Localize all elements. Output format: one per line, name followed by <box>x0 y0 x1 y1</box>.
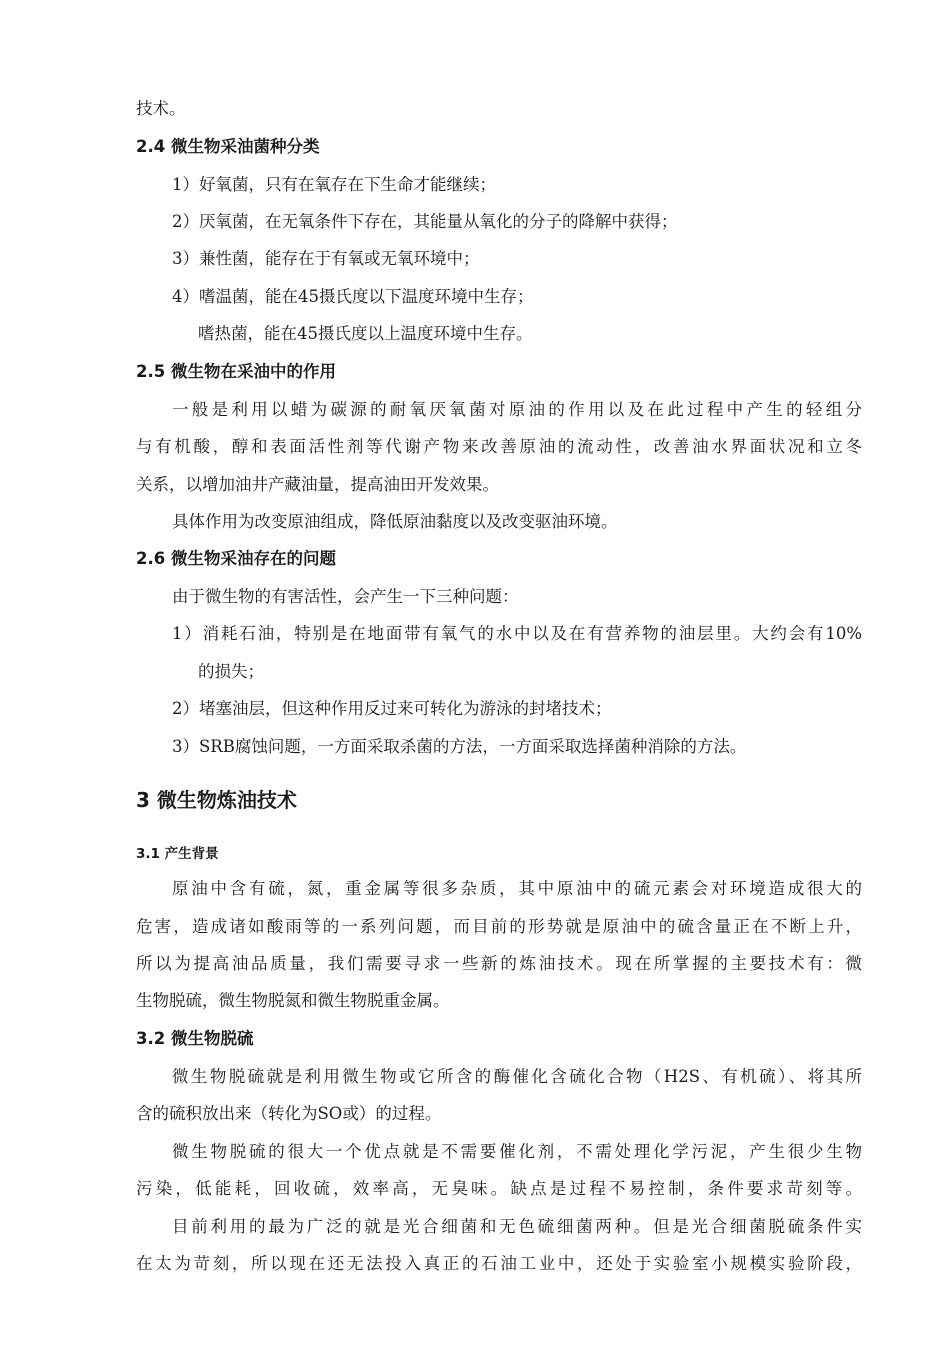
list-item: 4）嗜温菌，能在45摄氏度以下温度环境中生存； <box>172 287 534 306</box>
list-item: 3）兼性菌，能存在于有氧或无氧环境中； <box>172 249 480 268</box>
paragraph-line: 一般是利用以蜡为碳源的耐氧厌氧菌对原油的作用以及在此过程中产生的轻组分 <box>172 400 862 419</box>
list-item: 1）消耗石油，特别是在地面带有氧气的水中以及在有营养物的油层里。大约会有10% <box>172 624 862 643</box>
paragraph-line: 危害，造成诸如酸雨等的一系列问题，而目前的形势就是原油中的硫含量正在不断上升， <box>136 917 862 936</box>
list-item-continuation: 的损失； <box>198 662 264 681</box>
paragraph-line: 微生物脱硫就是利用微生物或它所含的酶催化含硫化合物（H2S、有机硫）、将其所 <box>172 1067 862 1086</box>
paragraph-line: 具体作用为改变原油组成，降低原油黏度以及改变驱油环境。 <box>172 512 618 531</box>
section-heading-3-2: 3.2 微生物脱硫 <box>136 1029 254 1048</box>
paragraph-line: 由于微生物的有害活性，会产生一下三种问题： <box>172 587 519 606</box>
paragraph-line: 污染，低能耗，回收硫，效率高，无臭味。缺点是过程不易控制，条件要求苛刻等。 <box>136 1179 862 1198</box>
section-heading-2-6: 2.6 微生物采油存在的问题 <box>136 549 336 568</box>
section-heading-3-1: 3.1 产生背景 <box>136 846 219 862</box>
list-item-continuation: 嗜热菌，能在45摄氏度以上温度环境中生存。 <box>198 324 533 343</box>
list-item: 2）厌氧菌，在无氧条件下存在，其能量从氧化的分子的降解中获得； <box>172 212 678 231</box>
paragraph-line: 技术。 <box>136 99 186 118</box>
paragraph-line: 目前利用的最为广泛的就是光合细菌和无色硫细菌两种。但是光合细菌脱硫条件实 <box>172 1217 862 1236</box>
paragraph-line: 微生物脱硫的很大一个优点就是不需要催化剂，不需处理化学污泥，产生很少生物 <box>172 1142 862 1161</box>
section-heading-2-4: 2.4 微生物采油菌种分类 <box>136 137 320 156</box>
paragraph-line: 原油中含有硫，氮，重金属等很多杂质，其中原油中的硫元素会对环境造成很大的 <box>172 879 862 898</box>
list-item: 3）SRB腐蚀问题，一方面采取杀菌的方法，一方面采取选择菌种消除的方法。 <box>172 737 747 756</box>
paragraph-line: 所以为提高油品质量，我们需要寻求一些新的炼油技术。现在所掌握的主要技术有：微 <box>136 954 862 973</box>
list-item: 1）好氧菌，只有在氧存在下生命才能继续； <box>172 175 496 194</box>
chapter-heading-3: 3 微生物炼油技术 <box>136 788 297 812</box>
paragraph-line: 含的硫积放出来（转化为SO或）的过程。 <box>136 1104 442 1123</box>
list-item: 2）堵塞油层，但这种作用反过来可转化为游泳的封堵技术； <box>172 699 612 718</box>
paragraph-line: 关系，以增加油井产藏油量，提高油田开发效果。 <box>136 475 499 494</box>
paragraph-line: 生物脱硫，微生物脱氮和微生物脱重金属。 <box>136 991 450 1010</box>
section-heading-2-5: 2.5 微生物在采油中的作用 <box>136 362 336 381</box>
paragraph-line: 与有机酸，醇和表面活性剂等代谢产物来改善原油的流动性，改善油水界面状况和立冬 <box>136 437 862 456</box>
paragraph-line: 在太为苛刻，所以现在还无法投入真正的石油工业中，还处于实验室小规模实验阶段， <box>136 1254 862 1273</box>
